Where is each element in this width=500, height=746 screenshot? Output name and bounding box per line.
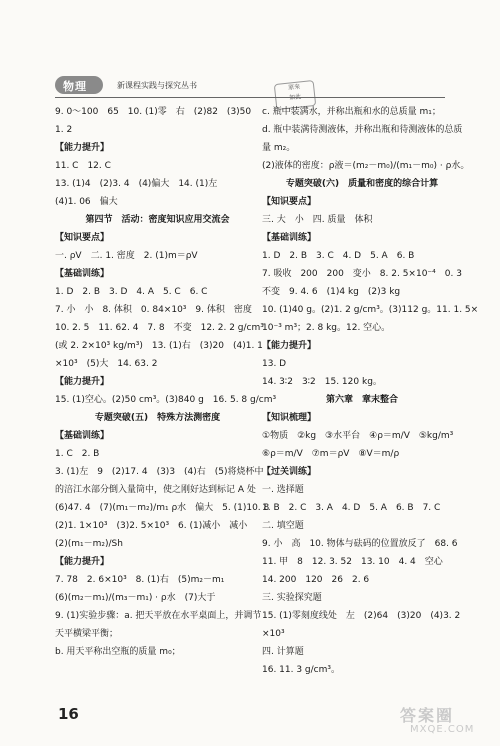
right-line: 1. B 2. C 3. A 4. D 5. A 6. B 7. C: [262, 503, 441, 513]
watermark-url: MXQE.COM: [410, 724, 475, 735]
right-line: 15. (1)零刻度线处 左 (2)64 (3)20 (4)3. 2: [262, 611, 461, 621]
right-line: 量 m₂。: [262, 143, 296, 153]
right-line: 11. 甲 8 12. 3. 52 13. 10 4. 4 空心: [262, 557, 443, 567]
page-header: [55, 76, 455, 96]
left-line: ×10³ (5)大 14. 63. 2: [55, 359, 158, 369]
right-line: 三. 实验探究题: [262, 593, 322, 603]
right-line: 四. 计算题: [262, 647, 304, 657]
right-line: 13. D: [262, 359, 287, 369]
left-line: 7. 78 2. 6×10³ 8. (1)右 (5)m₂－m₁: [55, 575, 225, 585]
right-line: 【知识梳理】: [262, 413, 317, 423]
left-line: (6)47. 4 (7)(m₁－m₂)/m₁ ρ水 偏大 5. (1)10. 8: [55, 503, 270, 513]
left-line: (4)1. 06 偏大: [55, 197, 118, 207]
left-line: (2)(m₁－m₂)/Sh: [55, 539, 123, 549]
right-line: ⑥ρ＝m/V ⑦m＝ρV ⑧V＝m/ρ: [262, 449, 400, 459]
right-line: 1. D 2. B 3. C 4. D 5. A 6. B: [262, 251, 415, 261]
left-line: 13. (1)4 (2)3. 4 (4)偏大 14. (1)左: [55, 179, 218, 189]
left-line: 15. (1)空心。(2)50 cm³。(3)840 g 16. 5. 8 g/cm³: [55, 395, 277, 405]
right-line: 16. 11. 3 g/cm³。: [262, 665, 341, 675]
series-title: 新课程实践与探究丛书: [117, 81, 197, 90]
right-line: ×10³: [262, 629, 285, 639]
right-line: 14. 200 120 26 2. 6: [262, 575, 370, 585]
left-line: 【能力提升】: [55, 143, 110, 153]
right-line: 三. 大 小 四. 质量 体积: [262, 215, 373, 225]
right-line: 第六章 章末整合: [325, 395, 398, 405]
left-line: (或 2. 2×10³ kg/m³) 13. (1)右 (3)20 (4)1. 1: [55, 341, 263, 351]
right-line: 【基础训练】: [262, 233, 317, 243]
left-line: 11. C 12. C: [55, 161, 111, 171]
watermark-logo: 答案圈: [400, 706, 455, 725]
right-line: ①物质 ②kg ③水平台 ④ρ＝m/V ⑤kg/m³: [262, 431, 454, 441]
left-line: 的涪江水部分倒入量筒中，使之刚好达到标记 A 处: [55, 485, 256, 495]
left-line: (6)(m₂－m₁)/(m₃－m₁) · ρ水 (7)大于: [55, 593, 216, 603]
left-line: 天平横梁平衡；: [55, 629, 119, 639]
right-line: 9. 小 高 10. 物体与砝码的位置放反了 68. 6: [262, 539, 458, 549]
left-line: 1. 2: [55, 125, 73, 135]
left-line: 9. (1)实验步骤：a. 把天平放在水平桌面上，并调节: [55, 611, 262, 621]
left-line: 第四节 活动：密度知识应用交流会: [85, 215, 230, 225]
subject-tab-label: 物理: [63, 80, 87, 93]
left-line: b. 用天平称出空瓶的质量 m₀；: [55, 647, 181, 657]
left-line: 【基础训练】: [55, 269, 110, 279]
right-line: 二. 填空题: [262, 521, 304, 531]
right-line: 一. 选择题: [262, 485, 304, 495]
header-divider: [55, 97, 445, 98]
right-line: c. 瓶中装满水，并称出瓶和水的总质量 m₁；: [262, 107, 441, 117]
left-line: 【能力提升】: [55, 377, 110, 387]
left-line: 【能力提升】: [55, 557, 110, 567]
left-line: 7. 小 小 8. 体积 0. 84×10³ 9. 体积 密度: [55, 305, 252, 315]
left-line: 【知识要点】: [55, 233, 110, 243]
right-line: 专题突破(六) 质量和密度的综合计算: [285, 179, 439, 189]
right-line: 10. (1)40 g。(2)1. 2 g/cm³。(3)112 g。11. 1. 5×: [262, 305, 479, 315]
left-line: (2)1. 1×10³ (3)2. 5×10³ 6. (1)减小 减小: [55, 521, 248, 531]
left-line: 10. 2. 5 11. 62. 4 7. 8 不变 12. 2. 2 g/cm³: [55, 323, 264, 333]
left-line: 1. D 2. B 3. D 4. A 5. C 6. C: [55, 287, 208, 297]
right-line: 10⁻³ m³；2. 8 kg。12. 空心。: [262, 323, 391, 333]
right-line: 【能力提升】: [262, 341, 317, 351]
right-column: [262, 103, 479, 679]
left-line: 9. 0～100 65 10. (1)零 右 (2)82 (3)50: [55, 107, 252, 117]
right-line: 7. 吸收 200 200 变小 8. 2. 5×10⁻⁴ 0. 3: [262, 269, 462, 279]
left-line: 1. C 2. B: [55, 449, 100, 459]
right-line: d. 瓶中装满待测液体，并称出瓶和待测液体的总质: [262, 125, 463, 135]
page-number: 16: [58, 705, 79, 723]
left-line: 3. (1)左 9 (2)17. 4 (3)3 (4)右 (5)将烧杯中: [55, 467, 264, 477]
right-line: 不变 9. 4. 6 (1)4 kg (2)3 kg: [262, 287, 401, 297]
stamp-logo: 原来: [274, 80, 316, 110]
left-line: 专题突破(五) 特殊方法测密度: [94, 413, 221, 423]
left-line: 【基础训练】: [55, 431, 110, 441]
right-line: (2)液体的密度：ρ液＝(m₂－m₀)/(m₁－m₀) · ρ水。: [262, 161, 470, 171]
right-line: 【知识要点】: [262, 197, 317, 207]
right-line: 14. 3∶2 3∶2 15. 120 kg。: [262, 377, 382, 387]
right-line: 【过关训练】: [262, 467, 317, 477]
left-line: 一. ρV 二. 1. 密度 2. (1)m＝ρV: [55, 251, 198, 261]
